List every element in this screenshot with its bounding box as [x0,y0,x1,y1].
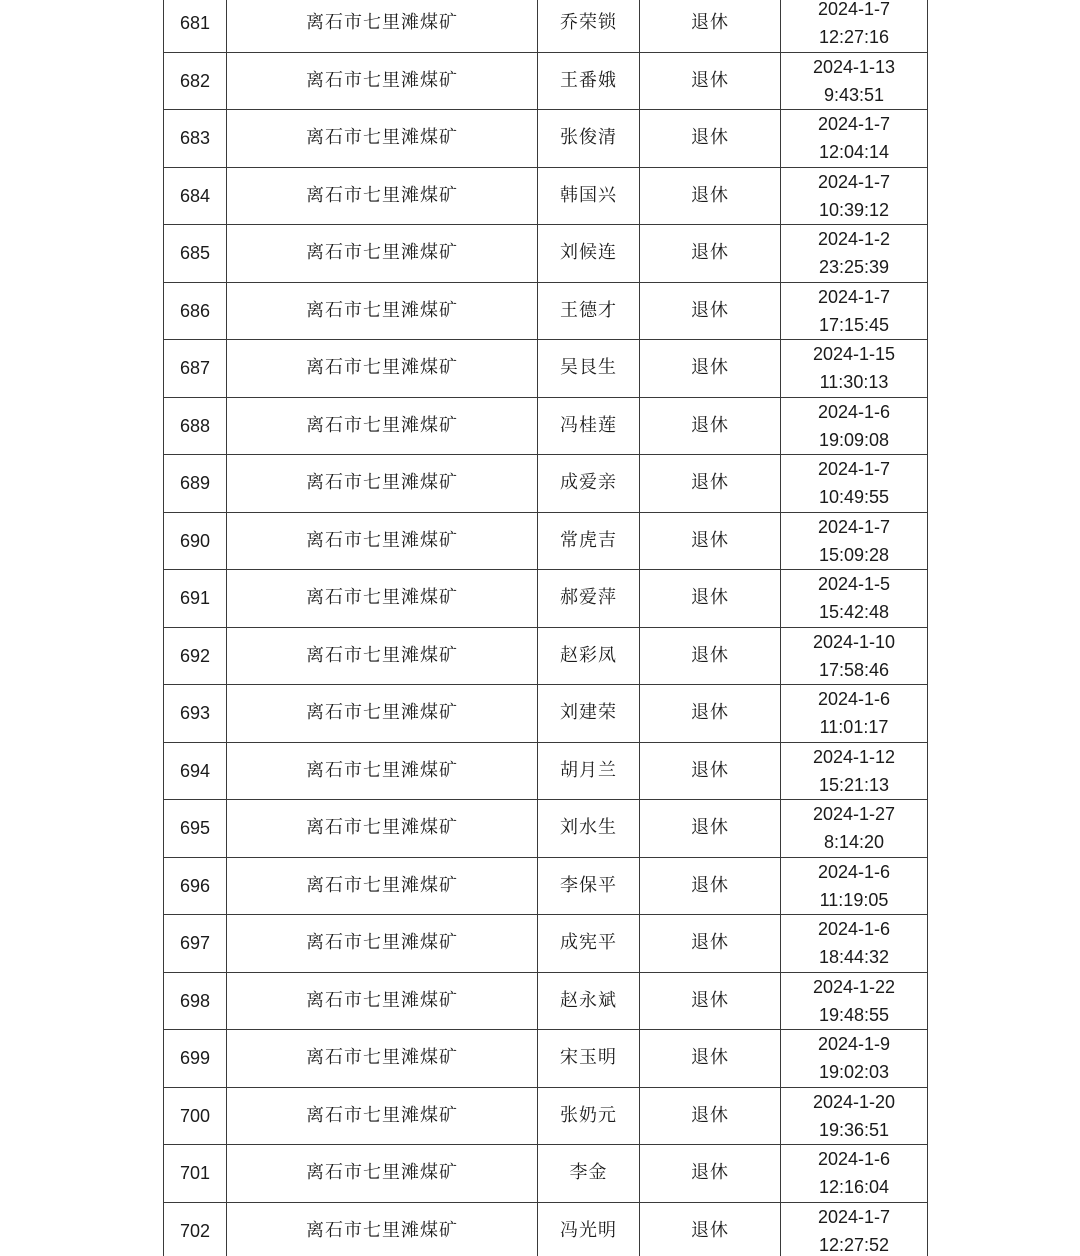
work-unit: 离石市七里滩煤矿 [227,1030,538,1088]
status-type: 退休 [640,340,781,398]
submit-datetime [781,915,928,973]
retiree-table [163,0,928,1256]
submit-datetime [781,0,928,52]
submit-time: 19:48:55 [818,1004,890,1025]
submit-datetime [781,397,928,455]
status-type: 退休 [640,52,781,110]
submit-date: 2024-1-27 [812,804,896,825]
table-row [164,800,928,858]
person-name: 冯桂莲 [538,397,640,455]
status-type: 退休 [640,1145,781,1203]
submit-date: 2024-1-9 [817,1034,891,1055]
status-type: 退休 [640,397,781,455]
person-name: 刘水生 [538,800,640,858]
person-name: 赵永斌 [538,972,640,1030]
work-unit: 离石市七里滩煤矿 [227,1087,538,1145]
submit-datetime [781,972,928,1030]
status-type: 退休 [640,972,781,1030]
work-unit: 离石市七里滩煤矿 [227,857,538,915]
submit-datetime [781,857,928,915]
row-number: 701 [164,1145,227,1203]
row-number: 682 [164,52,227,110]
submit-time: 9:43:51 [823,84,885,105]
row-number: 690 [164,512,227,570]
person-name: 胡月兰 [538,742,640,800]
work-unit: 离石市七里滩煤矿 [227,800,538,858]
status-type: 退休 [640,1087,781,1145]
status-type: 退休 [640,685,781,743]
table-row [164,1145,928,1203]
work-unit: 离石市七里滩煤矿 [227,0,538,52]
submit-datetime [781,570,928,628]
person-name: 刘候连 [538,225,640,283]
row-number: 697 [164,915,227,973]
submit-date: 2024-1-7 [817,1206,891,1227]
submit-time: 15:09:28 [818,544,890,565]
person-name: 赵彩凤 [538,627,640,685]
status-type: 退休 [640,0,781,52]
row-number: 684 [164,167,227,225]
submit-datetime [781,340,928,398]
submit-date: 2024-1-7 [817,286,891,307]
submit-time: 10:39:12 [818,199,890,220]
work-unit: 离石市七里滩煤矿 [227,397,538,455]
submit-time: 12:16:04 [818,1177,890,1198]
work-unit: 离石市七里滩煤矿 [227,225,538,283]
status-type: 退休 [640,225,781,283]
submit-time: 11:01:17 [819,717,889,738]
status-type: 退休 [640,110,781,168]
submit-datetime [781,110,928,168]
status-type: 退休 [640,800,781,858]
submit-time: 19:02:03 [818,1062,890,1083]
submit-date: 2024-1-7 [817,0,891,20]
person-name: 成爱亲 [538,455,640,513]
submit-datetime [781,1030,928,1088]
submit-date: 2024-1-7 [817,516,891,537]
row-number: 693 [164,685,227,743]
row-number: 696 [164,857,227,915]
work-unit: 离石市七里滩煤矿 [227,167,538,225]
work-unit: 离石市七里滩煤矿 [227,627,538,685]
status-type: 退休 [640,742,781,800]
status-type: 退休 [640,455,781,513]
row-number: 687 [164,340,227,398]
row-number: 699 [164,1030,227,1088]
row-number: 695 [164,800,227,858]
table-row [164,742,928,800]
row-number: 689 [164,455,227,513]
submit-date: 2024-1-6 [817,861,891,882]
table-row [164,570,928,628]
person-name: 成宪平 [538,915,640,973]
submit-time: 23:25:39 [818,257,890,278]
status-type: 退休 [640,915,781,973]
table-row [164,1202,928,1256]
submit-date: 2024-1-15 [812,344,896,365]
row-number: 685 [164,225,227,283]
submit-datetime [781,167,928,225]
submit-date: 2024-1-7 [817,171,891,192]
submit-date: 2024-1-12 [812,746,896,767]
person-name: 王德才 [538,282,640,340]
table-row [164,1087,928,1145]
submit-date: 2024-1-10 [812,631,896,652]
table-row [164,915,928,973]
row-number: 683 [164,110,227,168]
submit-time: 12:27:16 [818,27,890,48]
submit-time: 10:49:55 [818,487,890,508]
submit-time: 15:42:48 [818,602,890,623]
submit-datetime [781,282,928,340]
submit-time: 17:15:45 [818,314,890,335]
status-type: 退休 [640,282,781,340]
work-unit: 离石市七里滩煤矿 [227,340,538,398]
person-name: 乔荣锁 [538,0,640,52]
table-row [164,0,928,52]
submit-datetime [781,800,928,858]
work-unit: 离石市七里滩煤矿 [227,1145,538,1203]
work-unit: 离石市七里滩煤矿 [227,570,538,628]
submit-time: 17:58:46 [818,659,890,680]
person-name: 韩国兴 [538,167,640,225]
submit-datetime [781,1202,928,1256]
row-number: 686 [164,282,227,340]
work-unit: 离石市七里滩煤矿 [227,1202,538,1256]
person-name: 张奶元 [538,1087,640,1145]
table-row [164,857,928,915]
person-name: 冯光明 [538,1202,640,1256]
table-row [164,282,928,340]
submit-time: 18:44:32 [818,947,890,968]
submit-time: 8:14:20 [823,832,885,853]
work-unit: 离石市七里滩煤矿 [227,52,538,110]
status-type: 退休 [640,857,781,915]
row-number: 702 [164,1202,227,1256]
submit-date: 2024-1-6 [817,689,891,710]
table-row [164,627,928,685]
submit-time: 12:04:14 [818,142,890,163]
table-row [164,685,928,743]
submit-datetime [781,455,928,513]
submit-date: 2024-1-6 [817,401,891,422]
person-name: 李金 [538,1145,640,1203]
work-unit: 离石市七里滩煤矿 [227,742,538,800]
submit-datetime [781,685,928,743]
submit-date: 2024-1-7 [817,459,891,480]
table-body [164,0,928,1256]
person-name: 吴艮生 [538,340,640,398]
work-unit: 离石市七里滩煤矿 [227,512,538,570]
submit-time: 19:36:51 [818,1119,890,1140]
status-type: 退休 [640,167,781,225]
row-number: 681 [164,0,227,52]
submit-date: 2024-1-6 [817,1149,891,1170]
submit-time: 19:09:08 [818,429,890,450]
person-name: 张俊清 [538,110,640,168]
status-type: 退休 [640,1202,781,1256]
work-unit: 离石市七里滩煤矿 [227,282,538,340]
submit-time: 12:27:52 [818,1234,890,1255]
table-row [164,52,928,110]
row-number: 691 [164,570,227,628]
submit-time: 11:30:13 [819,372,889,393]
row-number: 692 [164,627,227,685]
submit-datetime [781,52,928,110]
status-type: 退休 [640,627,781,685]
row-number: 698 [164,972,227,1030]
submit-date: 2024-1-20 [812,1091,896,1112]
row-number: 694 [164,742,227,800]
status-type: 退休 [640,512,781,570]
submit-datetime [781,742,928,800]
work-unit: 离石市七里滩煤矿 [227,685,538,743]
table-row [164,1030,928,1088]
table-row [164,110,928,168]
table-row [164,167,928,225]
table-row [164,512,928,570]
submit-datetime [781,1145,928,1203]
person-name: 刘建荣 [538,685,640,743]
person-name: 王番娥 [538,52,640,110]
person-name: 常虎吉 [538,512,640,570]
submit-date: 2024-1-5 [817,574,891,595]
submit-time: 11:19:05 [819,889,889,910]
submit-datetime [781,1087,928,1145]
table-row [164,397,928,455]
person-name: 郝爱萍 [538,570,640,628]
submit-date: 2024-1-7 [817,114,891,135]
work-unit: 离石市七里滩煤矿 [227,972,538,1030]
table-row [164,972,928,1030]
row-number: 700 [164,1087,227,1145]
submit-date: 2024-1-6 [817,919,891,940]
submit-date: 2024-1-13 [812,56,896,77]
submit-datetime [781,225,928,283]
status-type: 退休 [640,1030,781,1088]
person-name: 宋玉明 [538,1030,640,1088]
submit-date: 2024-1-2 [817,229,891,250]
table-row [164,455,928,513]
submit-datetime [781,512,928,570]
work-unit: 离石市七里滩煤矿 [227,915,538,973]
work-unit: 离石市七里滩煤矿 [227,110,538,168]
work-unit: 离石市七里滩煤矿 [227,455,538,513]
row-number: 688 [164,397,227,455]
table-row [164,340,928,398]
submit-time: 15:21:13 [818,774,890,795]
table-row [164,225,928,283]
submit-date: 2024-1-22 [812,976,896,997]
person-name: 李保平 [538,857,640,915]
submit-datetime [781,627,928,685]
status-type: 退休 [640,570,781,628]
